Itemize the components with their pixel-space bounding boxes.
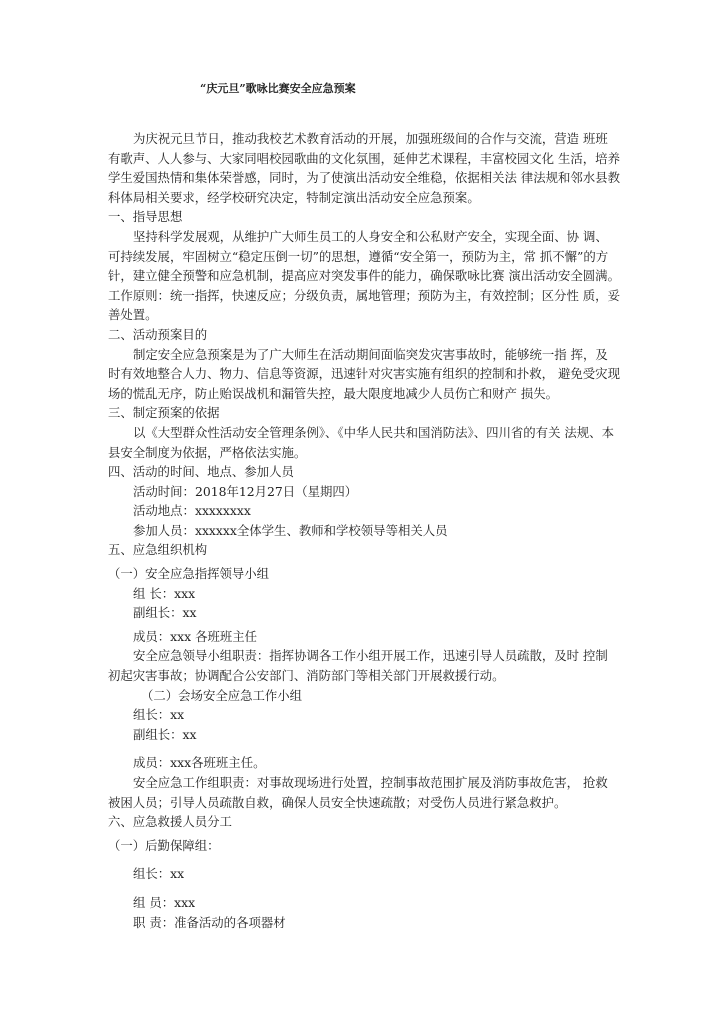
work-principles-paragraph: 工作原则：统一指挥，快速反应；分级负责，属地管理；预防为主，有效控制；区分性 质，妥善处置。 bbox=[108, 287, 620, 323]
logistics-leader: 组长：xx bbox=[133, 866, 185, 882]
basis-paragraph: 以《大型群众性活动安全管理条例》、《中华人民共和国消防法》、四川省的有关 法规、本县安全制度为依据，严格依法实施。 bbox=[108, 424, 614, 460]
group-heading-command: （一）安全应急指挥领导小组 bbox=[108, 566, 270, 582]
document-body bbox=[108, 129, 620, 932]
group-heading-venue: （二）会场安全应急工作小组 bbox=[141, 687, 303, 703]
section-heading-guiding-ideology: 一、指导思想 bbox=[108, 209, 183, 225]
guiding-ideology-paragraph: 坚持科学发展观，从维护广大师生员工的人身安全和公私财产安全，实现全面、协 调、可持续发展，牢固树立“稳定压倒一切”的思想，遵循“安全第一，预防为主，常 抓不懈”的方针，建立健全预警和应急机制，提高应对突发事件的能力，确保歌咏比赛 演出活动安全圆满。 bbox=[108, 228, 620, 284]
section-heading-purpose: 二、活动预案目的 bbox=[108, 326, 208, 342]
section-heading-basis: 三、制定预案的依据 bbox=[108, 405, 220, 421]
command-duty: 安全应急领导小组职责：指挥协调各工作小组开展工作，迅速引导人员疏散，及时 控制初起灾害事故；协调配合公安部门、消防部门等相关部门开展救援行动。 bbox=[108, 648, 608, 684]
purpose-paragraph: 制定安全应急预案是为了广大师生在活动期间面临突发灾害事故时，能够统一指 挥，及时有效地整合人力、物力、信息等资源，迅速针对灾害实施有组织的控制和扑救， 避免受灾现场的慌乱无序，防止贻误战机和漏管失控，最大限度地减少人员伤亡和财产 损失。 bbox=[108, 346, 620, 401]
section-heading-time-place: 四、活动的时间、地点、参加人员 bbox=[108, 464, 294, 480]
logistics-member: 组 员：xxx bbox=[133, 894, 196, 910]
venue-deputy: 副组长：xx bbox=[133, 726, 197, 742]
activity-time: 活动时间：2018年12月27日（星期四） bbox=[133, 483, 358, 499]
activity-participants: 参加人员：xxxxxx全体学生、教师和学校领导等相关人员 bbox=[133, 522, 448, 538]
document-title: “庆元旦”歌咏比赛安全应急预案 bbox=[200, 82, 356, 95]
section-heading-division: 六、应急救援人员分工 bbox=[108, 814, 232, 830]
activity-place: 活动地点：xxxxxxxx bbox=[133, 503, 251, 519]
command-deputy: 副组长：xx bbox=[133, 605, 197, 621]
command-leader: 组 长：xxx bbox=[133, 585, 196, 601]
venue-members: 成员：xxx各班班主任。 bbox=[133, 755, 266, 771]
venue-leader: 组长：xx bbox=[133, 707, 185, 723]
group-heading-logistics: （一）后勤保障组： bbox=[108, 837, 220, 853]
venue-duty: 安全应急工作组职责：对事故现场进行处置，控制事故范围扩展及消防事故危害， 抢救被困人员；引导人员疏散自救，确保人员安全快速疏散；对受伤人员进行紧急救护。 bbox=[108, 775, 608, 810]
intro-paragraph: 为庆祝元旦节日，推动我校艺术教育活动的开展，加强班级间的合作与交流，营造 班班有歌声、人人参与、大家同唱校园歌曲的文化氛围，延伸艺术课程，丰富校园文化 生活，培养学生爱国热情和集体荣誉感，同时，为了使演出活动安全维稳，依据相关法 律法规和邻水县教科体局相关要求，经学校研究决定，特制定演出活动安全应急预案。 bbox=[108, 131, 620, 205]
section-heading-organization: 五、应急组织机构 bbox=[108, 542, 208, 558]
logistics-duty: 职 责：准备活动的各项器材 bbox=[133, 914, 286, 930]
command-members: 成员：xxx 各班班主任 bbox=[133, 628, 258, 644]
